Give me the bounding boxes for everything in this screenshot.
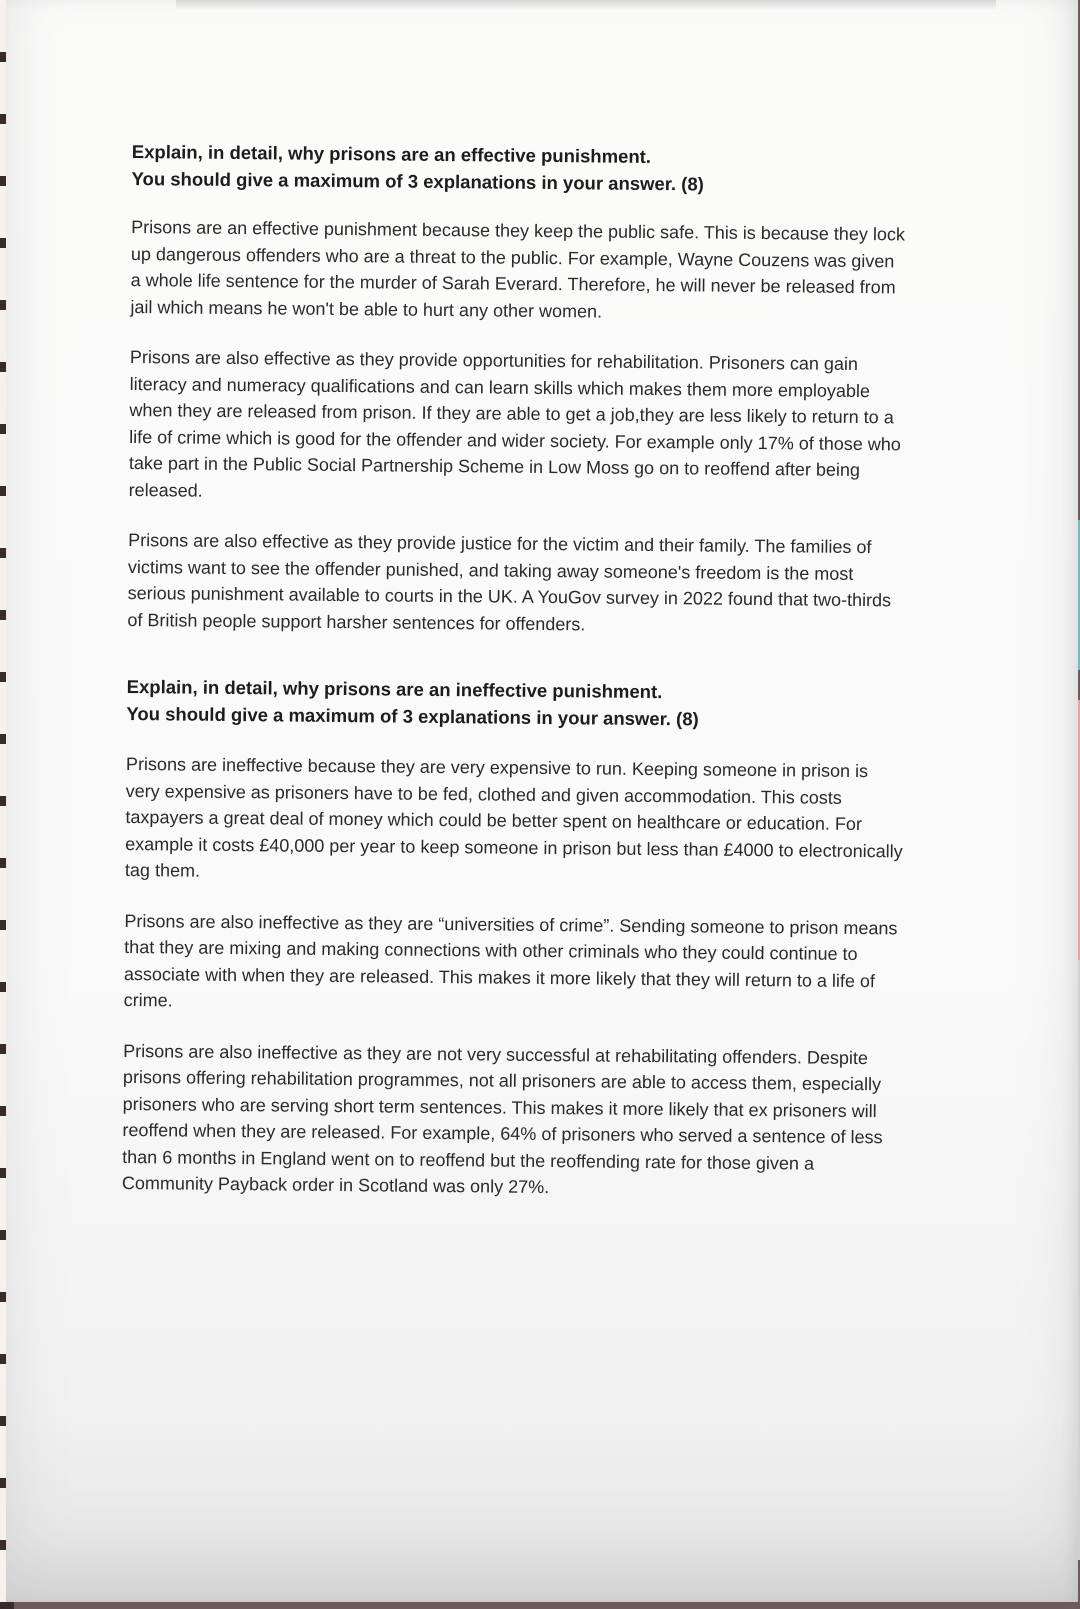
question-heading [131,138,909,199]
question-line-1: Explain, in detail, why prisons are an ineffective punishment. [126,675,663,703]
answer-paragraph: Prisons are also ineffective as they are “universities of crime”. Sending someone to prison means that they are mixing and making connections with other criminals who they could continue to associate with when they are released. This makes it more likely that they will return to a life of crime. [123,910,898,1011]
answer-paragraph: Prisons are also effective as they provide opportunities for rehabilitation. Prisoners can gain literacy and numeracy qualifications and can learn skills which makes them more employable when they are released from prison. If they are able to get a job,they are less likely to return to a life of crime which is good for the offender and wider society. For example only 17% of those who take part in the Public Social Partnership Scheme in Low Moss go on to reoffend after being released. [128,346,901,501]
answer-paragraph: Prisons are also ineffective as they are not very successful at rehabilitating offenders. Despite prisons offering rehabilitation programmes, not all prisoners are able to access them, especially prisoners who are serving short term sentences. This makes it more likely that ex prisoners will reoffend when they are released. For example, 64% of prisoners who served a sentence of less than 6 months in England went on to reoffend but the reoffending rate for those given a Community Payback order in Scotland was only 27%. [121,1040,883,1198]
paper-shadow [176,0,996,10]
question-line-2: You should give a maximum of 3 explanations in your answer. (8) [131,167,704,195]
answer-paragraph: Prisons are an effective punishment because they keep the public safe. This is because they lock up dangerous offenders who are a threat to the public. For example, Wayne Couzens was given a whole life sentence for the murder of Sarah Everard. Therefore, he will never be released from jail which means he won't be able to hurt any other women. [130,216,906,322]
answer-paragraph: Prisons are ineffective because they are very expensive to run. Keeping someone in prison is very expensive as prisoners have to be fed, clothed and given accommodation. This costs taxpayers a great deal of money which could be better spent on healthcare or education. For example it costs £40,000 per year to keep someone in prison but less than £4000 to electronically tag them. [124,753,903,881]
section-effective [127,138,910,640]
question-line-1: Explain, in detail, why prisons are an effective punishment. [131,140,652,167]
answer-paragraph: Prisons are also effective as they provide justice for the victim and their family. The families of victims want to see the offender punished, and taking away someone's freedom is the most serious punishment available to courts in the UK. A YouGov survey in 2022 found that two-thirds of British people support harsher sentences for offenders. [127,529,892,634]
question-line-2: You should give a maximum of 3 explanations in your answer. (8) [126,702,699,730]
essay-content [122,138,910,1204]
question-heading [126,673,904,734]
paper-sheet [6,0,1078,1602]
section-ineffective [122,673,905,1204]
